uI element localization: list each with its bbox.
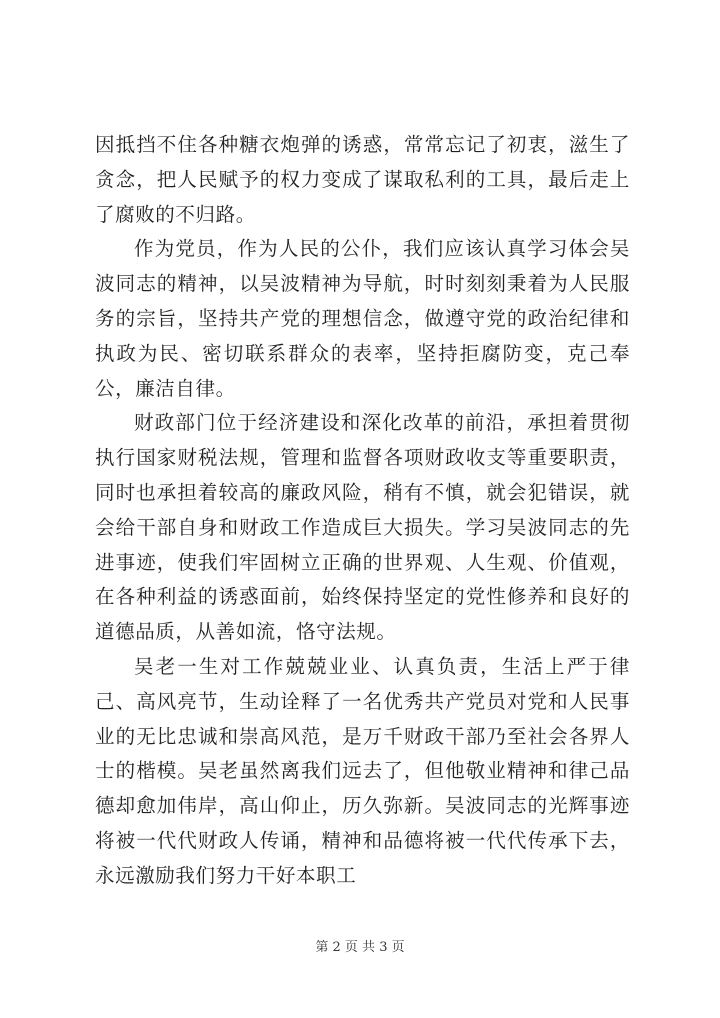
paragraph-continuation: 因抵挡不住各种糖衣炮弹的诱惑，常常忘记了初衷，滋生了贪念，把人民赋予的权力变成了谋取私利的工具，最后走上了腐败的不归路。: [95, 133, 630, 226]
paragraph-party-member-duty: 作为党员，作为人民的公仆，我们应该认真学习体会吴波同志的精神，以吴波精神为导航，时时刻刻秉着为人民服务的宗旨，坚持共产党的理想信念，做遵守党的政治纪律和执政为民、密切联系群众的表率，坚持拒腐防变，克己奉公，廉洁自律。: [95, 237, 630, 400]
paragraph-finance-department: 财政部门位于经济建设和深化改革的前沿，承担着贯彻执行国家财税法规，管理和监督各项财政收支等重要职责，同时也承担着较高的廉政风险，稍有不慎，就会犯错误，就会给干部自身和财政工作造成巨大损失。学习吴波同志的先进事迹，使我们牢固树立正确的世界观、人生观、价值观，在各种利益的诱惑面前，始终保持坚定的党性修养和良好的道德品质，从善如流，恪守法规。: [95, 411, 630, 644]
document-body: [95, 128, 630, 894]
page-number-footer: 第 2 页 共 3 页: [315, 940, 405, 955]
paragraph-wu-lao-tribute: 吴老一生对工作兢兢业业、认真负责，生活上严于律己、高风亮节，生动诠释了一名优秀共产党员对党和人民事业的无比忠诚和崇高风范，是万千财政干部乃至社会各界人士的楷模。吴老虽然离我们远去了，但他敬业精神和律己品德却愈加伟岸，高山仰止，历久弥新。吴波同志的光辉事迹将被一代代财政人传诵，精神和品德将被一代代传承下去，永远激励我们努力干好本职工: [95, 654, 630, 887]
